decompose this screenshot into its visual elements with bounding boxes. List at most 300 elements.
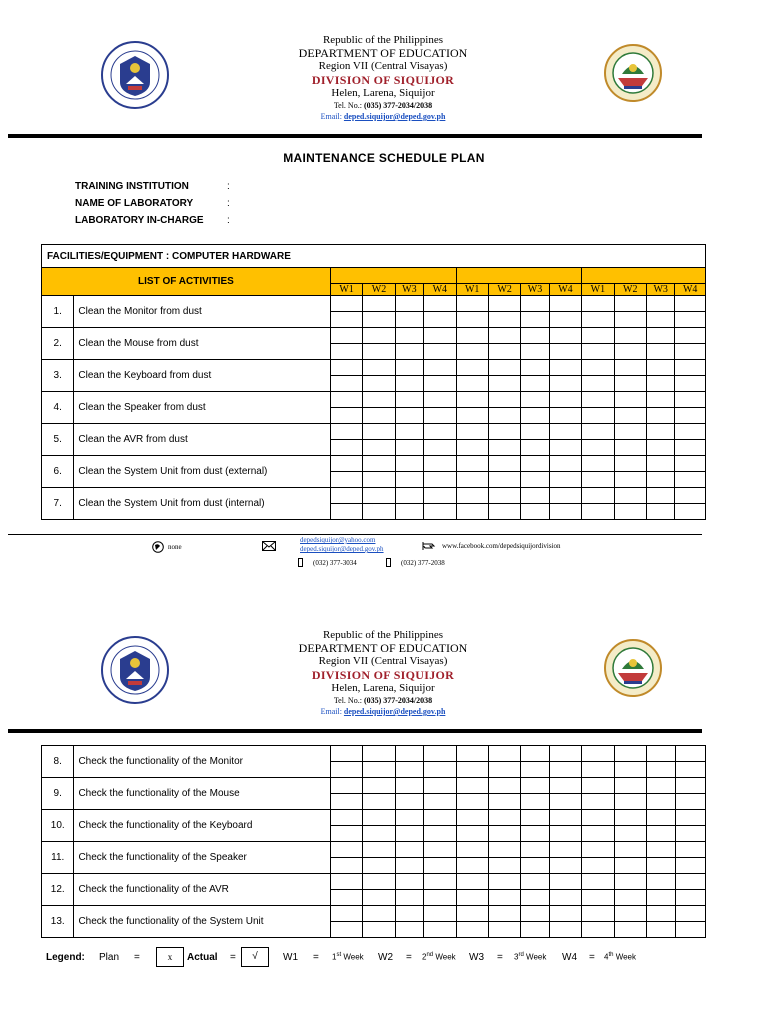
schedule-cell[interactable] xyxy=(395,810,423,826)
schedule-cell[interactable] xyxy=(424,328,456,344)
schedule-cell[interactable] xyxy=(363,488,395,504)
schedule-cell[interactable] xyxy=(363,328,395,344)
schedule-cell[interactable] xyxy=(456,778,488,794)
schedule-cell[interactable] xyxy=(549,794,581,810)
schedule-cell[interactable] xyxy=(456,906,488,922)
schedule-cell[interactable] xyxy=(456,328,488,344)
schedule-cell[interactable] xyxy=(395,778,423,794)
schedule-cell[interactable] xyxy=(549,826,581,842)
schedule-cell[interactable] xyxy=(456,408,488,424)
schedule-cell[interactable] xyxy=(363,858,395,874)
schedule-cell[interactable] xyxy=(582,794,614,810)
schedule-cell[interactable] xyxy=(614,296,646,312)
schedule-cell[interactable] xyxy=(395,312,423,328)
schedule-cell[interactable] xyxy=(647,858,675,874)
schedule-cell[interactable] xyxy=(456,424,488,440)
schedule-cell[interactable] xyxy=(646,408,674,424)
schedule-cell[interactable] xyxy=(582,488,614,504)
schedule-cell[interactable] xyxy=(582,456,614,472)
schedule-cell[interactable] xyxy=(582,746,614,762)
schedule-cell[interactable] xyxy=(521,440,549,456)
schedule-cell[interactable] xyxy=(646,376,674,392)
schedule-cell[interactable] xyxy=(646,296,674,312)
schedule-cell[interactable] xyxy=(363,842,395,858)
schedule-cell[interactable] xyxy=(395,874,423,890)
schedule-cell[interactable] xyxy=(330,746,362,762)
schedule-cell[interactable] xyxy=(521,826,549,842)
schedule-cell[interactable] xyxy=(614,778,646,794)
schedule-cell[interactable] xyxy=(363,746,395,762)
schedule-cell[interactable] xyxy=(456,312,488,328)
schedule-cell[interactable] xyxy=(647,890,675,906)
schedule-cell[interactable] xyxy=(424,296,456,312)
schedule-cell[interactable] xyxy=(675,440,706,456)
schedule-cell[interactable] xyxy=(647,762,675,778)
schedule-cell[interactable] xyxy=(675,472,706,488)
schedule-cell[interactable] xyxy=(549,842,581,858)
schedule-cell[interactable] xyxy=(363,890,395,906)
schedule-cell[interactable] xyxy=(395,794,423,810)
schedule-cell[interactable] xyxy=(521,296,549,312)
schedule-cell[interactable] xyxy=(330,488,362,504)
schedule-cell[interactable] xyxy=(363,504,395,520)
schedule-cell[interactable] xyxy=(456,360,488,376)
schedule-cell[interactable] xyxy=(456,922,488,938)
schedule-cell[interactable] xyxy=(582,392,614,408)
schedule-cell[interactable] xyxy=(582,328,614,344)
schedule-cell[interactable] xyxy=(647,794,675,810)
schedule-cell[interactable] xyxy=(582,922,614,938)
schedule-cell[interactable] xyxy=(675,890,705,906)
schedule-cell[interactable] xyxy=(521,312,549,328)
schedule-cell[interactable] xyxy=(456,746,488,762)
schedule-cell[interactable] xyxy=(614,858,646,874)
schedule-cell[interactable] xyxy=(549,312,581,328)
schedule-cell[interactable] xyxy=(330,296,362,312)
schedule-cell[interactable] xyxy=(488,344,520,360)
schedule-cell[interactable] xyxy=(549,762,581,778)
schedule-cell[interactable] xyxy=(456,376,488,392)
schedule-cell[interactable] xyxy=(395,392,423,408)
schedule-cell[interactable] xyxy=(424,456,456,472)
facebook-link[interactable]: www.facebook.com/depedsiquijordivision xyxy=(442,542,561,550)
schedule-cell[interactable] xyxy=(647,810,675,826)
schedule-cell[interactable] xyxy=(614,440,646,456)
schedule-cell[interactable] xyxy=(521,922,549,938)
schedule-cell[interactable] xyxy=(582,312,614,328)
schedule-cell[interactable] xyxy=(675,826,705,842)
schedule-cell[interactable] xyxy=(675,906,705,922)
schedule-cell[interactable] xyxy=(675,810,705,826)
schedule-cell[interactable] xyxy=(395,504,423,520)
schedule-cell[interactable] xyxy=(363,360,395,376)
schedule-cell[interactable] xyxy=(614,312,646,328)
schedule-cell[interactable] xyxy=(549,504,581,520)
schedule-cell[interactable] xyxy=(582,762,614,778)
schedule-cell[interactable] xyxy=(363,874,395,890)
schedule-cell[interactable] xyxy=(521,472,549,488)
schedule-cell[interactable] xyxy=(489,746,521,762)
schedule-cell[interactable] xyxy=(646,328,674,344)
schedule-cell[interactable] xyxy=(675,762,705,778)
schedule-cell[interactable] xyxy=(521,424,549,440)
schedule-cell[interactable] xyxy=(488,424,520,440)
schedule-cell[interactable] xyxy=(330,762,362,778)
schedule-cell[interactable] xyxy=(647,906,675,922)
schedule-cell[interactable] xyxy=(582,810,614,826)
schedule-cell[interactable] xyxy=(614,344,646,360)
schedule-cell[interactable] xyxy=(614,472,646,488)
schedule-cell[interactable] xyxy=(456,472,488,488)
schedule-cell[interactable] xyxy=(549,392,581,408)
schedule-cell[interactable] xyxy=(488,440,520,456)
schedule-cell[interactable] xyxy=(395,762,423,778)
schedule-cell[interactable] xyxy=(582,472,614,488)
schedule-cell[interactable] xyxy=(549,488,581,504)
schedule-cell[interactable] xyxy=(614,922,646,938)
schedule-cell[interactable] xyxy=(489,858,521,874)
schedule-cell[interactable] xyxy=(549,922,581,938)
schedule-cell[interactable] xyxy=(395,360,423,376)
schedule-cell[interactable] xyxy=(675,408,706,424)
schedule-cell[interactable] xyxy=(363,762,395,778)
schedule-cell[interactable] xyxy=(647,842,675,858)
schedule-cell[interactable] xyxy=(488,472,520,488)
schedule-cell[interactable] xyxy=(675,504,706,520)
schedule-cell[interactable] xyxy=(675,360,706,376)
schedule-cell[interactable] xyxy=(521,746,549,762)
schedule-cell[interactable] xyxy=(521,504,549,520)
schedule-cell[interactable] xyxy=(647,922,675,938)
schedule-cell[interactable] xyxy=(489,922,521,938)
schedule-cell[interactable] xyxy=(489,874,521,890)
schedule-cell[interactable] xyxy=(363,440,395,456)
email-link[interactable]: deped.siquijor@deped.gov.ph xyxy=(300,545,384,553)
schedule-cell[interactable] xyxy=(330,794,362,810)
schedule-cell[interactable] xyxy=(521,778,549,794)
schedule-cell[interactable] xyxy=(424,890,456,906)
schedule-cell[interactable] xyxy=(456,810,488,826)
schedule-cell[interactable] xyxy=(647,826,675,842)
schedule-cell[interactable] xyxy=(456,504,488,520)
schedule-cell[interactable] xyxy=(424,312,456,328)
schedule-cell[interactable] xyxy=(330,890,362,906)
schedule-cell[interactable] xyxy=(675,344,706,360)
schedule-cell[interactable] xyxy=(395,746,423,762)
schedule-cell[interactable] xyxy=(395,440,423,456)
schedule-cell[interactable] xyxy=(489,842,521,858)
schedule-cell[interactable] xyxy=(330,778,362,794)
schedule-cell[interactable] xyxy=(521,842,549,858)
schedule-cell[interactable] xyxy=(330,424,362,440)
schedule-cell[interactable] xyxy=(549,456,581,472)
schedule-cell[interactable] xyxy=(330,440,362,456)
schedule-cell[interactable] xyxy=(549,440,581,456)
schedule-cell[interactable] xyxy=(549,344,581,360)
schedule-cell[interactable] xyxy=(647,874,675,890)
schedule-cell[interactable] xyxy=(330,826,362,842)
schedule-cell[interactable] xyxy=(330,842,362,858)
schedule-cell[interactable] xyxy=(521,810,549,826)
schedule-cell[interactable] xyxy=(675,874,705,890)
schedule-cell[interactable] xyxy=(521,858,549,874)
schedule-cell[interactable] xyxy=(424,858,456,874)
schedule-cell[interactable] xyxy=(646,424,674,440)
schedule-cell[interactable] xyxy=(330,504,362,520)
schedule-cell[interactable] xyxy=(424,746,456,762)
schedule-cell[interactable] xyxy=(456,762,488,778)
schedule-cell[interactable] xyxy=(489,890,521,906)
schedule-cell[interactable] xyxy=(424,874,456,890)
schedule-cell[interactable] xyxy=(614,328,646,344)
schedule-cell[interactable] xyxy=(395,488,423,504)
schedule-cell[interactable] xyxy=(646,472,674,488)
schedule-cell[interactable] xyxy=(456,344,488,360)
schedule-cell[interactable] xyxy=(521,392,549,408)
schedule-cell[interactable] xyxy=(363,906,395,922)
schedule-cell[interactable] xyxy=(646,344,674,360)
schedule-cell[interactable] xyxy=(549,472,581,488)
schedule-cell[interactable] xyxy=(363,922,395,938)
schedule-cell[interactable] xyxy=(424,440,456,456)
schedule-cell[interactable] xyxy=(456,488,488,504)
schedule-cell[interactable] xyxy=(363,456,395,472)
schedule-cell[interactable] xyxy=(395,296,423,312)
schedule-cell[interactable] xyxy=(614,794,646,810)
schedule-cell[interactable] xyxy=(330,312,362,328)
schedule-cell[interactable] xyxy=(363,424,395,440)
schedule-cell[interactable] xyxy=(456,392,488,408)
schedule-cell[interactable] xyxy=(424,794,456,810)
schedule-cell[interactable] xyxy=(675,376,706,392)
schedule-cell[interactable] xyxy=(521,344,549,360)
schedule-cell[interactable] xyxy=(363,296,395,312)
schedule-cell[interactable] xyxy=(424,408,456,424)
schedule-cell[interactable] xyxy=(456,296,488,312)
schedule-cell[interactable] xyxy=(424,392,456,408)
schedule-cell[interactable] xyxy=(395,344,423,360)
schedule-cell[interactable] xyxy=(489,810,521,826)
schedule-cell[interactable] xyxy=(456,826,488,842)
schedule-cell[interactable] xyxy=(395,842,423,858)
schedule-cell[interactable] xyxy=(489,762,521,778)
schedule-cell[interactable] xyxy=(582,344,614,360)
schedule-cell[interactable] xyxy=(614,906,646,922)
schedule-cell[interactable] xyxy=(614,762,646,778)
schedule-cell[interactable] xyxy=(330,922,362,938)
schedule-cell[interactable] xyxy=(549,424,581,440)
schedule-cell[interactable] xyxy=(614,360,646,376)
schedule-cell[interactable] xyxy=(489,778,521,794)
schedule-cell[interactable] xyxy=(330,408,362,424)
schedule-cell[interactable] xyxy=(582,842,614,858)
schedule-cell[interactable] xyxy=(363,826,395,842)
schedule-cell[interactable] xyxy=(488,312,520,328)
schedule-cell[interactable] xyxy=(675,922,705,938)
schedule-cell[interactable] xyxy=(582,504,614,520)
schedule-cell[interactable] xyxy=(395,456,423,472)
schedule-cell[interactable] xyxy=(614,424,646,440)
schedule-cell[interactable] xyxy=(675,296,706,312)
schedule-cell[interactable] xyxy=(521,794,549,810)
schedule-cell[interactable] xyxy=(521,360,549,376)
schedule-cell[interactable] xyxy=(456,858,488,874)
schedule-cell[interactable] xyxy=(488,504,520,520)
schedule-cell[interactable] xyxy=(614,842,646,858)
schedule-cell[interactable] xyxy=(614,408,646,424)
schedule-cell[interactable] xyxy=(521,890,549,906)
schedule-cell[interactable] xyxy=(646,440,674,456)
schedule-cell[interactable] xyxy=(330,392,362,408)
schedule-cell[interactable] xyxy=(646,360,674,376)
schedule-cell[interactable] xyxy=(582,376,614,392)
schedule-cell[interactable] xyxy=(582,440,614,456)
schedule-cell[interactable] xyxy=(614,392,646,408)
schedule-cell[interactable] xyxy=(582,296,614,312)
schedule-cell[interactable] xyxy=(330,376,362,392)
schedule-cell[interactable] xyxy=(549,874,581,890)
schedule-cell[interactable] xyxy=(456,440,488,456)
schedule-cell[interactable] xyxy=(330,906,362,922)
schedule-cell[interactable] xyxy=(582,360,614,376)
schedule-cell[interactable] xyxy=(488,392,520,408)
schedule-cell[interactable] xyxy=(675,424,706,440)
schedule-cell[interactable] xyxy=(424,826,456,842)
schedule-cell[interactable] xyxy=(614,504,646,520)
schedule-cell[interactable] xyxy=(521,874,549,890)
schedule-cell[interactable] xyxy=(521,906,549,922)
schedule-cell[interactable] xyxy=(395,826,423,842)
schedule-cell[interactable] xyxy=(363,794,395,810)
schedule-cell[interactable] xyxy=(456,874,488,890)
schedule-cell[interactable] xyxy=(549,360,581,376)
schedule-cell[interactable] xyxy=(582,858,614,874)
schedule-cell[interactable] xyxy=(363,408,395,424)
schedule-cell[interactable] xyxy=(488,408,520,424)
schedule-cell[interactable] xyxy=(424,488,456,504)
schedule-cell[interactable] xyxy=(549,746,581,762)
schedule-cell[interactable] xyxy=(675,778,705,794)
schedule-cell[interactable] xyxy=(330,472,362,488)
schedule-cell[interactable] xyxy=(549,328,581,344)
schedule-cell[interactable] xyxy=(330,360,362,376)
schedule-cell[interactable] xyxy=(549,858,581,874)
email-link[interactable]: deped.siquijor@deped.gov.ph xyxy=(343,707,446,716)
schedule-cell[interactable] xyxy=(582,890,614,906)
schedule-cell[interactable] xyxy=(521,376,549,392)
schedule-cell[interactable] xyxy=(614,826,646,842)
schedule-cell[interactable] xyxy=(582,424,614,440)
schedule-cell[interactable] xyxy=(424,922,456,938)
schedule-cell[interactable] xyxy=(424,344,456,360)
schedule-cell[interactable] xyxy=(424,360,456,376)
schedule-cell[interactable] xyxy=(614,810,646,826)
schedule-cell[interactable] xyxy=(456,842,488,858)
schedule-cell[interactable] xyxy=(582,826,614,842)
schedule-cell[interactable] xyxy=(549,778,581,794)
schedule-cell[interactable] xyxy=(675,858,705,874)
schedule-cell[interactable] xyxy=(675,488,706,504)
schedule-cell[interactable] xyxy=(330,328,362,344)
schedule-cell[interactable] xyxy=(395,858,423,874)
schedule-cell[interactable] xyxy=(395,906,423,922)
schedule-cell[interactable] xyxy=(675,794,705,810)
schedule-cell[interactable] xyxy=(549,408,581,424)
schedule-cell[interactable] xyxy=(488,488,520,504)
schedule-cell[interactable] xyxy=(582,906,614,922)
schedule-cell[interactable] xyxy=(614,488,646,504)
schedule-cell[interactable] xyxy=(330,344,362,360)
schedule-cell[interactable] xyxy=(646,312,674,328)
schedule-cell[interactable] xyxy=(424,778,456,794)
schedule-cell[interactable] xyxy=(675,842,705,858)
schedule-cell[interactable] xyxy=(456,794,488,810)
schedule-cell[interactable] xyxy=(424,842,456,858)
schedule-cell[interactable] xyxy=(488,456,520,472)
schedule-cell[interactable] xyxy=(521,762,549,778)
schedule-cell[interactable] xyxy=(549,906,581,922)
schedule-cell[interactable] xyxy=(549,890,581,906)
schedule-cell[interactable] xyxy=(675,456,706,472)
schedule-cell[interactable] xyxy=(363,472,395,488)
schedule-cell[interactable] xyxy=(614,746,646,762)
schedule-cell[interactable] xyxy=(456,456,488,472)
schedule-cell[interactable] xyxy=(424,424,456,440)
schedule-cell[interactable] xyxy=(395,424,423,440)
schedule-cell[interactable] xyxy=(647,746,675,762)
schedule-cell[interactable] xyxy=(363,810,395,826)
schedule-cell[interactable] xyxy=(646,488,674,504)
schedule-cell[interactable] xyxy=(489,794,521,810)
schedule-cell[interactable] xyxy=(330,858,362,874)
schedule-cell[interactable] xyxy=(646,392,674,408)
schedule-cell[interactable] xyxy=(582,408,614,424)
schedule-cell[interactable] xyxy=(582,874,614,890)
schedule-cell[interactable] xyxy=(456,890,488,906)
schedule-cell[interactable] xyxy=(675,746,705,762)
schedule-cell[interactable] xyxy=(614,456,646,472)
schedule-cell[interactable] xyxy=(363,312,395,328)
schedule-cell[interactable] xyxy=(646,456,674,472)
schedule-cell[interactable] xyxy=(549,810,581,826)
schedule-cell[interactable] xyxy=(330,810,362,826)
schedule-cell[interactable] xyxy=(363,376,395,392)
schedule-cell[interactable] xyxy=(424,906,456,922)
schedule-cell[interactable] xyxy=(395,376,423,392)
schedule-cell[interactable] xyxy=(488,360,520,376)
schedule-cell[interactable] xyxy=(675,312,706,328)
schedule-cell[interactable] xyxy=(395,922,423,938)
schedule-cell[interactable] xyxy=(488,376,520,392)
schedule-cell[interactable] xyxy=(424,810,456,826)
schedule-cell[interactable] xyxy=(582,778,614,794)
schedule-cell[interactable] xyxy=(614,890,646,906)
schedule-cell[interactable] xyxy=(549,296,581,312)
schedule-cell[interactable] xyxy=(675,392,706,408)
schedule-cell[interactable] xyxy=(363,344,395,360)
schedule-cell[interactable] xyxy=(614,376,646,392)
schedule-cell[interactable] xyxy=(521,488,549,504)
schedule-cell[interactable] xyxy=(488,328,520,344)
schedule-cell[interactable] xyxy=(521,456,549,472)
schedule-cell[interactable] xyxy=(395,472,423,488)
email-link[interactable]: deped.siquijor@deped.gov.ph xyxy=(343,112,446,121)
schedule-cell[interactable] xyxy=(646,504,674,520)
schedule-cell[interactable] xyxy=(521,328,549,344)
schedule-cell[interactable] xyxy=(395,328,423,344)
schedule-cell[interactable] xyxy=(330,874,362,890)
schedule-cell[interactable] xyxy=(424,762,456,778)
